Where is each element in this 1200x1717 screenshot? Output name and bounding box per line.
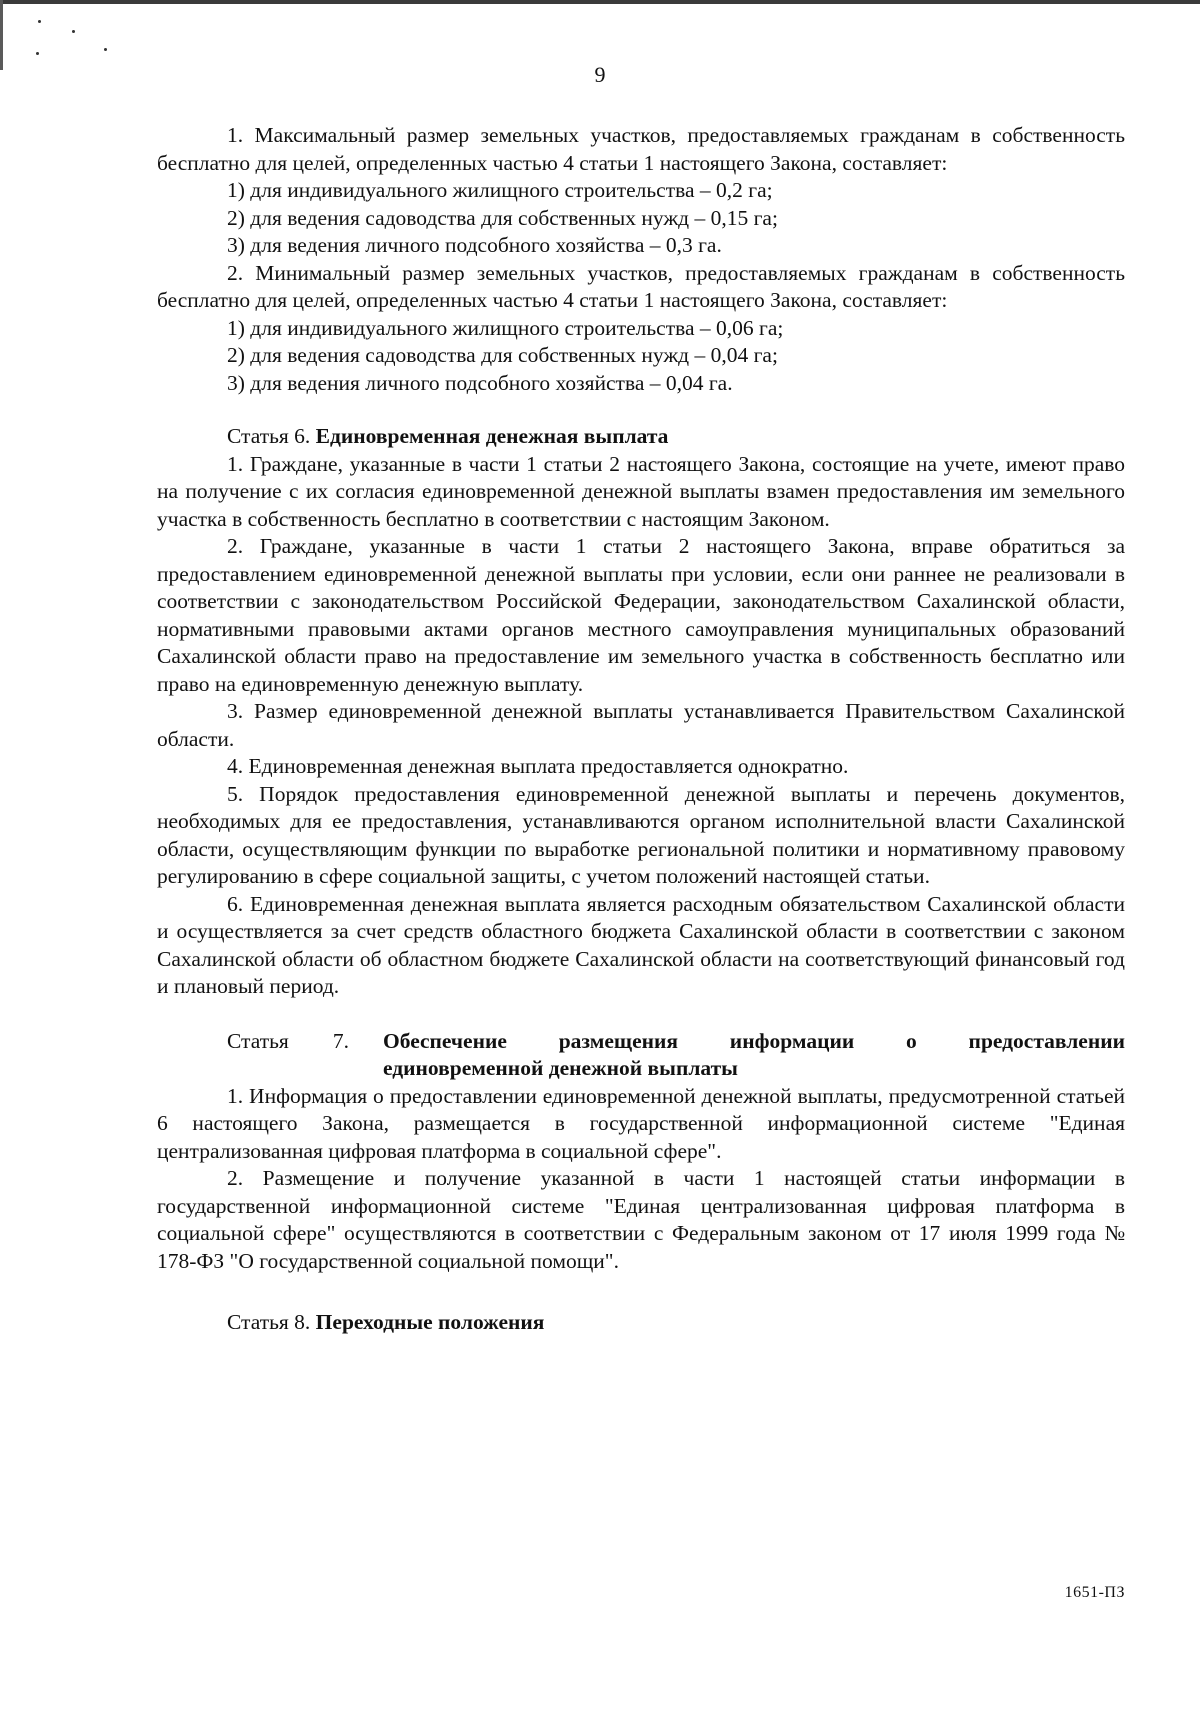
- article5-paragraph-1: 1. Максимальный размер земельных участков, предоставляемых гражданам в собственность бесплатно для целей, определенных частью 4 статьи 1 настоящего Закона, составляет:: [157, 123, 1125, 175]
- spacer: [157, 397, 1125, 423]
- article6-paragraph: 6. Единовременная денежная выплата является расходным обязательством Сахалинской области и осуществляется за счет средств областного бюджета Сахалинской области в соответствии с законом Сахалинской области об областном бюджете Сахалинской области на соответствующий финансовый год и плановый период.: [157, 891, 1125, 998]
- scan-left-edge: [0, 0, 3, 70]
- list-item: 2) для ведения садоводства для собственных нужд – 0,15 га;: [227, 205, 778, 230]
- article6-paragraph: 3. Размер единовременной денежной выплаты устанавливается Правительством Сахалинской области.: [157, 699, 1125, 751]
- page-number: 9: [594, 62, 606, 87]
- article6-title: Единовременная денежная выплата: [315, 424, 669, 448]
- article7-label-number: 7.: [332, 1028, 349, 1053]
- article6-heading: [157, 423, 1125, 451]
- article8-heading: [157, 1309, 1125, 1337]
- document-code: 1651-ПЗ: [1064, 1584, 1125, 1601]
- scan-speck: [72, 30, 75, 33]
- article6-paragraph: 4. Единовременная денежная выплата предоставляется однократно.: [227, 754, 849, 778]
- list-item: 1) для индивидуального жилищного строительства – 0,2 га;: [227, 178, 773, 202]
- article8-label: Статья 8.: [227, 1310, 316, 1334]
- list-item: 3) для ведения личного подсобного хозяйства – 0,3 га.: [227, 233, 722, 257]
- spacer: [157, 1001, 1125, 1028]
- article7-title-line1: Обеспечение размещения информации о предоставлении: [383, 1028, 1125, 1053]
- article7-heading: [157, 1028, 1125, 1083]
- scan-top-edge: [0, 0, 1200, 4]
- article7-label: [227, 1028, 383, 1083]
- article6-label: Статья 6.: [227, 424, 316, 448]
- article7-paragraph: 1. Информация о предоставлении единовременной денежной выплаты, предусмотренной статьей 6 настоящего Закона, размещается в государственной информационной системе "Единая централизованная цифровая платформа в социальной сфере".: [157, 1083, 1125, 1163]
- scan-speck: [36, 52, 39, 55]
- document-body: [157, 122, 1125, 1337]
- scan-speck: [104, 48, 107, 51]
- scan-speck: [38, 20, 41, 23]
- list-item: 2) для ведения садоводства для собственных нужд – 0,04 га;: [227, 343, 778, 367]
- article6-paragraph: 2. Граждане, указанные в части 1 статьи 2 настоящего Закона, вправе обратиться за предоставлением единовременной денежной выплаты при условии, если они раннее не реализовали в соответствии с законодательством Российской Федерации, законодательством Сахалинской области, нормативными правовыми актами органов местного самоуправления муниципальных образований Сахалинской области право на предоставление им земельного участка в собственность бесплатно или право на единовременную денежную выплату.: [157, 534, 1125, 696]
- list-item: 3) для ведения личного подсобного хозяйства – 0,04 га.: [227, 370, 733, 395]
- list-item: 1) для индивидуального жилищного строительства – 0,06 га;: [227, 315, 784, 340]
- article7-paragraph: 2. Размещение и получение указанной в части 1 настоящей статьи информации в государственной информационной системе "Единая централизованная цифровая платформа в социальной сфере" осуществляются в соответствии с Федеральным законом от 17 июля 1999 года № 178-ФЗ "О государственной социальной помощи".: [157, 1166, 1125, 1273]
- article6-paragraph: 1. Граждане, указанные в части 1 статьи 2 настоящего Закона, состоящие на учете, имеют право на получение с их согласия единовременной денежной выплаты взамен предоставления им земельного участка в собственность бесплатно в соответствии с настоящим Законом.: [157, 451, 1125, 531]
- spacer: [157, 1275, 1125, 1309]
- article7-label-word: Статья: [227, 1028, 289, 1053]
- article7-title-line2: единовременной денежной выплаты: [383, 1056, 738, 1080]
- article7-title: [383, 1028, 1125, 1083]
- article5-paragraph-2: 2. Минимальный размер земельных участков, предоставляемых гражданам в собственность бесплатно для целей, определенных частью 4 статьи 1 настоящего Закона, составляет:: [157, 260, 1125, 312]
- article6-paragraph: 5. Порядок предоставления единовременной денежной выплаты и перечень документов, необходимых для ее предоставления, устанавливаются органом исполнительной власти Сахалинской области, осуществляющим функции по выработке региональной политики и нормативному правовому регулированию в сфере социальной защиты, с учетом положений настоящей статьи.: [157, 781, 1125, 888]
- article8-title: Переходные положения: [315, 1310, 545, 1334]
